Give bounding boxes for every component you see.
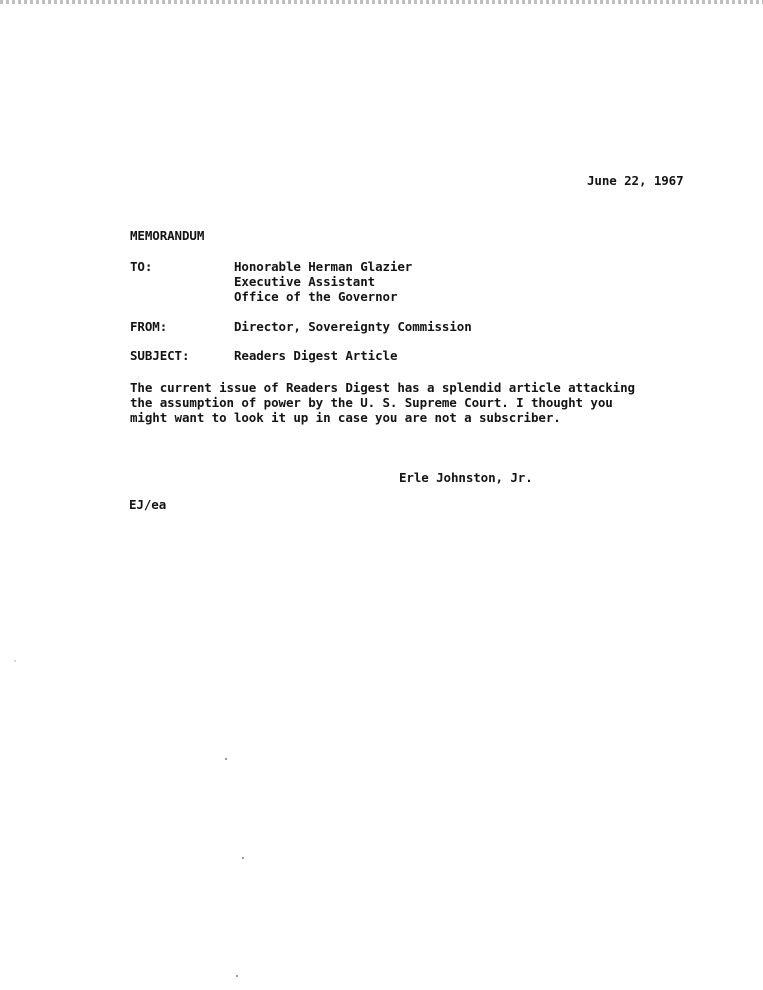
typist-initials: EJ/ea (129, 497, 167, 512)
scan-speck (225, 758, 227, 760)
signature: Erle Johnston, Jr. (399, 470, 533, 485)
from-label: FROM: (130, 319, 168, 334)
to-line-title: Executive Assistant (234, 274, 376, 289)
scan-speck (14, 660, 16, 662)
body-line-1: The current issue of Readers Digest has a splendid article attacking (130, 380, 635, 395)
to-label: TO: (130, 259, 153, 274)
scan-top-edge (0, 0, 763, 4)
memo-heading: MEMORANDUM (130, 228, 205, 243)
subject-value: Readers Digest Article (234, 348, 398, 363)
scan-speck (242, 857, 244, 859)
body-line-2: the assumption of power by the U. S. Supreme Court. I thought you (130, 395, 613, 410)
scan-speck (236, 975, 238, 977)
body-line-3: might want to look it up in case you are not a subscriber. (130, 410, 561, 425)
to-line-office: Office of the Governor (234, 289, 398, 304)
subject-label: SUBJECT: (130, 348, 190, 363)
from-value: Director, Sovereignty Commission (234, 319, 472, 334)
memo-date: June 22, 1967 (587, 173, 684, 188)
to-line-name: Honorable Herman Glazier (234, 259, 413, 274)
